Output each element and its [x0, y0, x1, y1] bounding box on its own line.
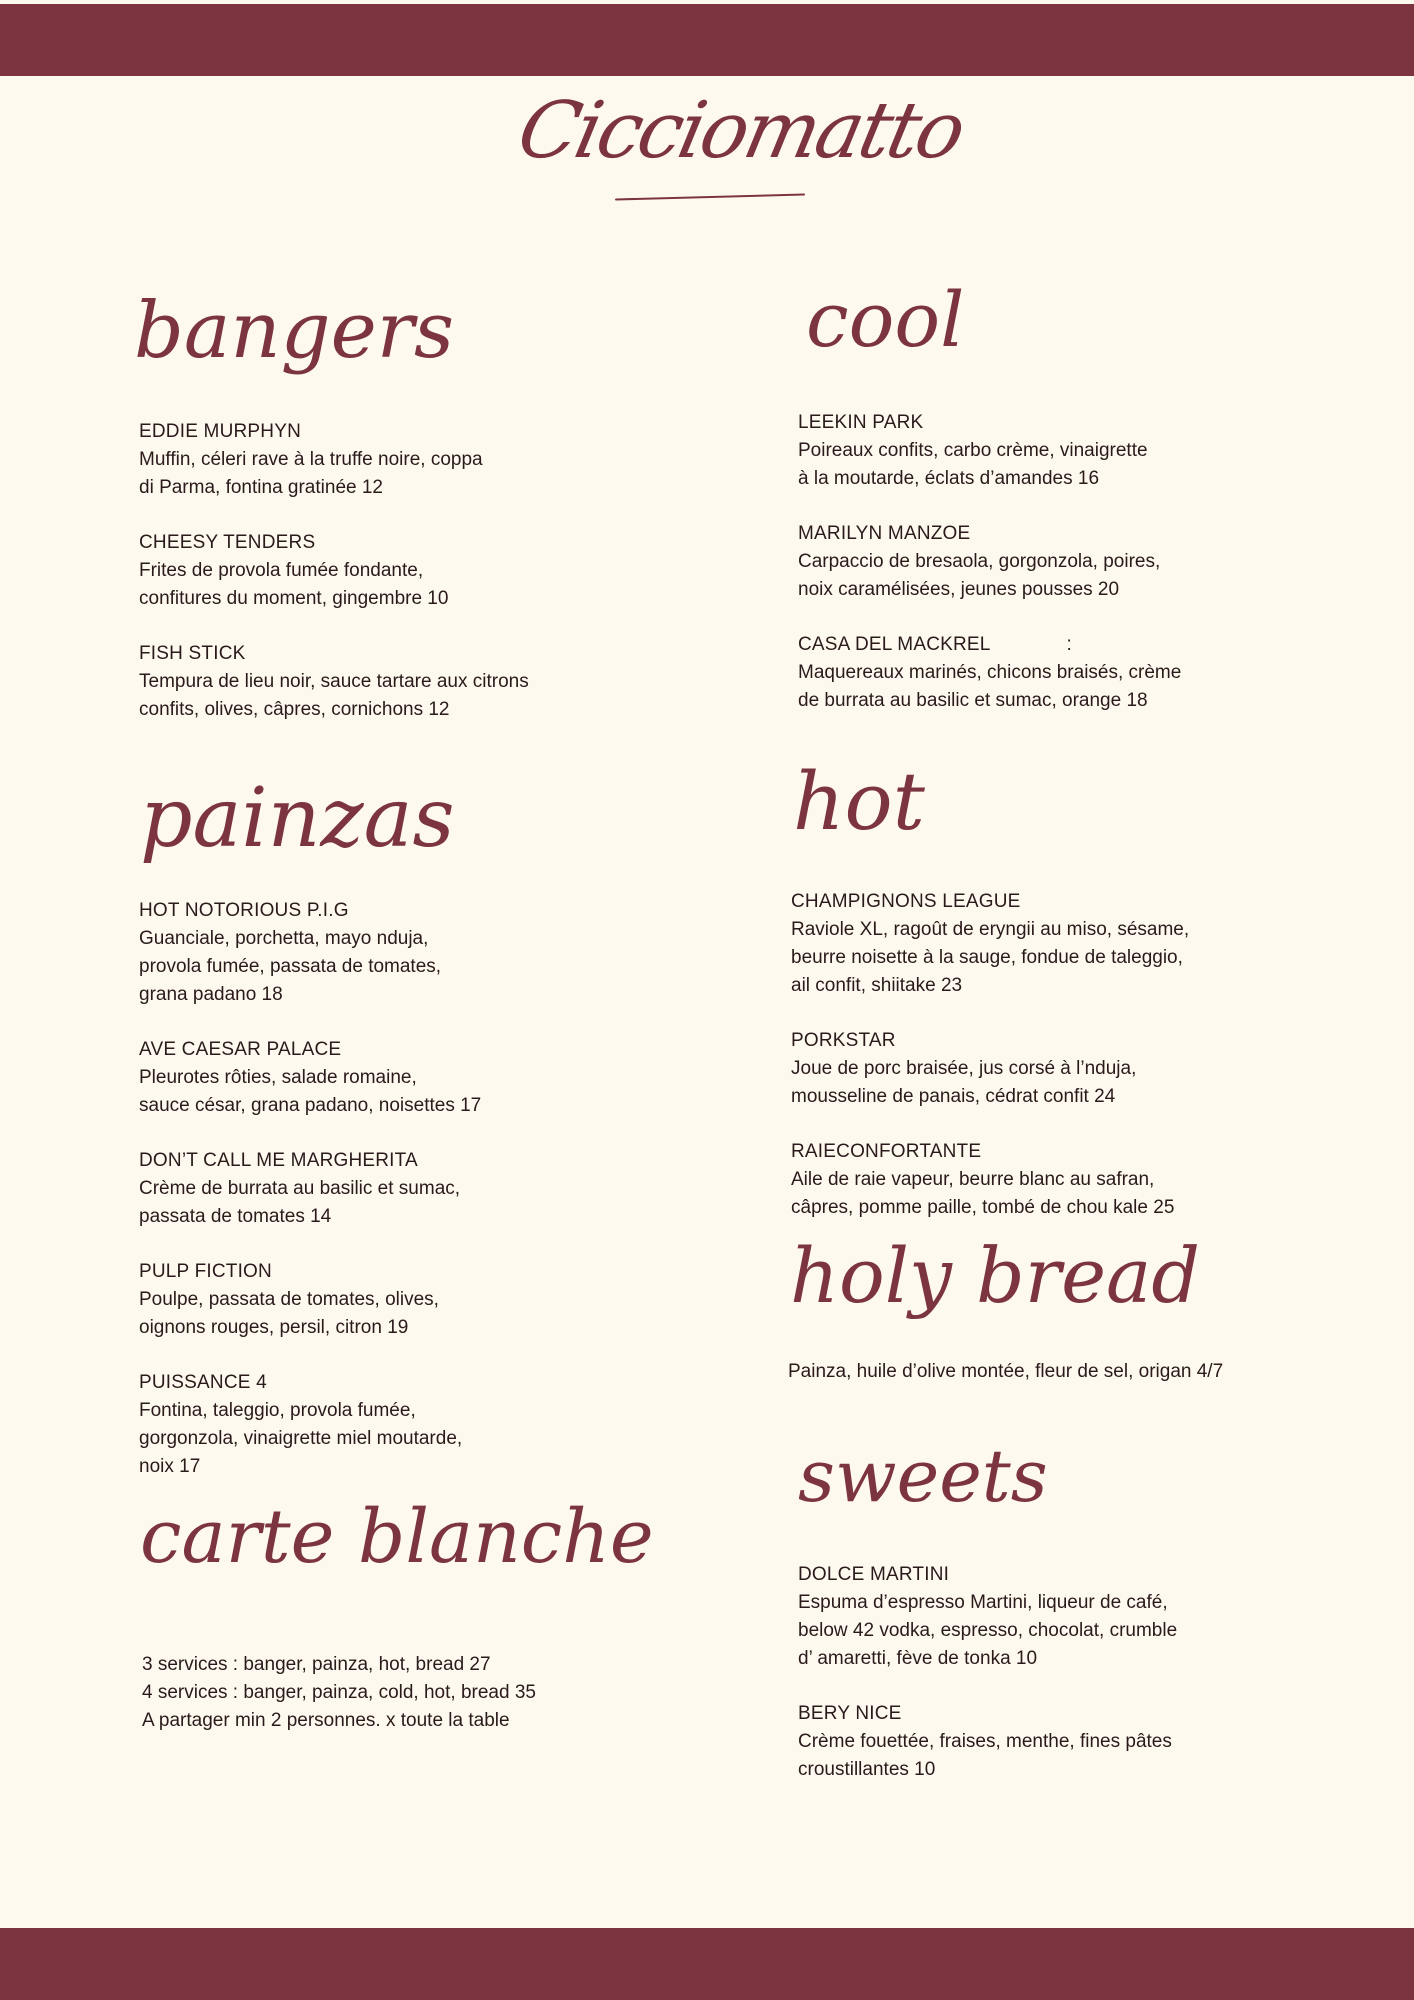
cool-list — [798, 409, 1181, 742]
painzas-list — [139, 897, 481, 1508]
menu-item — [798, 631, 1181, 715]
menu-item-description: Joue de porc braisée, jus corsé à l’nduja, mousseline de panais, cédrat confit 24 — [791, 1058, 1137, 1107]
menu-item-description: Muffin, céleri rave à la truffe noire, coppa di Parma, fontina gratinée 12 — [139, 449, 483, 498]
section-title-cool: cool — [806, 275, 965, 364]
menu-item-name: BERY NICE — [798, 1703, 902, 1724]
menu-item — [798, 1700, 1177, 1784]
menu-item — [798, 409, 1181, 493]
menu-item-name: AVE CAESAR PALACE — [139, 1039, 342, 1060]
section-title-bangers: bangers — [134, 286, 455, 376]
menu-item-description: Pleurotes rôties, salade romaine, sauce césar, grana padano, noisettes 17 — [139, 1067, 482, 1116]
menu-item-description: Tempura de lieu noir, sauce tartare aux citrons confits, olives, câpres, cornichons 12 — [139, 671, 529, 720]
section-title-carte-blanche: carte blanche — [140, 1494, 654, 1580]
logo-wordmark: Cicciomatto — [510, 86, 971, 176]
menu-item — [798, 520, 1181, 604]
menu-item-description: Raviole XL, ragoût de eryngii au miso, sésame, beurre noisette à la sauge, fondue de taleggio, ail confit, shiitake 23 — [791, 919, 1190, 996]
menu-item-description: Crème de burrata au basilic et sumac, passata de tomates 14 — [139, 1178, 461, 1227]
menu-item — [791, 1027, 1189, 1111]
menu-item-description: Crème fouettée, fraises, menthe, fines pâtes croustillantes 10 — [798, 1731, 1172, 1780]
menu-item-name: LEEKIN PARK — [798, 412, 924, 433]
menu-item-description: Frites de provola fumée fondante, confitures du moment, gingembre 10 — [139, 560, 449, 609]
menu-item-name: HOT NOTORIOUS P.I.G — [139, 900, 349, 921]
menu-item-description: Aile de raie vapeur, beurre blanc au safran, câpres, pomme paille, tombé de chou kale 25 — [791, 1169, 1175, 1218]
hot-list — [791, 888, 1189, 1249]
carte-blanche-details: 3 services : banger, painza, hot, bread 27 4 services : banger, painza, cold, hot, bread 35 A partager min 2 personnes. x toute la table — [142, 1654, 536, 1731]
section-title-sweets: sweets — [798, 1434, 1048, 1518]
menu-item — [139, 897, 481, 1009]
menu-item-name: DON’T CALL ME MARGHERITA — [139, 1150, 418, 1171]
menu-item-name: PUISSANCE 4 — [139, 1372, 267, 1393]
menu-item — [139, 1369, 481, 1481]
menu-item — [139, 418, 529, 502]
menu-item — [139, 1036, 481, 1120]
menu-item — [139, 1147, 481, 1231]
menu-item — [139, 529, 529, 613]
bangers-list — [139, 418, 529, 751]
menu-item-name: PORKSTAR — [791, 1030, 896, 1051]
section-title-hot: hot — [793, 755, 925, 848]
menu-item-name: RAIECONFORTANTE — [791, 1141, 982, 1162]
menu-item-description: Fontina, taleggio, provola fumée, gorgonzola, vinaigrette miel moutarde, noix 17 — [139, 1400, 463, 1477]
menu-item-description: Espuma d’espresso Martini, liqueur de café, below 42 vodka, espresso, chocolat, crumble d’ amaretti, fève de tonka 10 — [798, 1592, 1178, 1669]
menu-item — [798, 1561, 1177, 1673]
logo-underline — [615, 194, 805, 201]
menu-item-name: CHEESY TENDERS — [139, 532, 316, 553]
menu-item-name: MARILYN MANZOE — [798, 523, 971, 544]
menu-item-description: Carpaccio de bresaola, gorgonzola, poires, noix caramélisées, jeunes pousses 20 — [798, 551, 1161, 600]
menu-item-name: FISH STICK — [139, 643, 246, 664]
menu-item — [791, 1138, 1189, 1222]
menu-item-name: PULP FICTION — [139, 1261, 272, 1282]
menu-item — [791, 888, 1189, 1000]
holy-bread-line: Painza, huile d’olive montée, fleur de sel, origan 4/7 — [788, 1361, 1224, 1382]
menu-item-name: CASA DEL MACKREL : — [798, 634, 1073, 655]
checkered-border-top — [0, 4, 1414, 76]
menu-item-name: EDDIE MURPHYN — [139, 421, 302, 442]
sweets-list — [798, 1561, 1177, 1811]
menu-item-description: Poulpe, passata de tomates, olives, oignons rouges, persil, citron 19 — [139, 1289, 439, 1338]
menu-item-description: Poireaux confits, carbo crème, vinaigrette à la moutarde, éclats d’amandes 16 — [798, 440, 1148, 489]
section-title-holy-bread: holy bread — [790, 1231, 1201, 1320]
menu-item-description: Maquereaux marinés, chicons braisés, crème de burrata au basilic et sumac, orange 18 — [798, 662, 1182, 711]
menu-item — [139, 640, 529, 724]
menu-item-name: CHAMPIGNONS LEAGUE — [791, 891, 1021, 912]
restaurant-logo — [510, 86, 971, 212]
menu-item-description: Guanciale, porchetta, mayo nduja, provola fumée, passata de tomates, grana padano 18 — [139, 928, 442, 1005]
checkered-border-bottom — [0, 1928, 1414, 2000]
menu-item — [139, 1258, 481, 1342]
menu-item-name: DOLCE MARTINI — [798, 1564, 950, 1585]
section-title-painzas: painzas — [140, 771, 455, 866]
